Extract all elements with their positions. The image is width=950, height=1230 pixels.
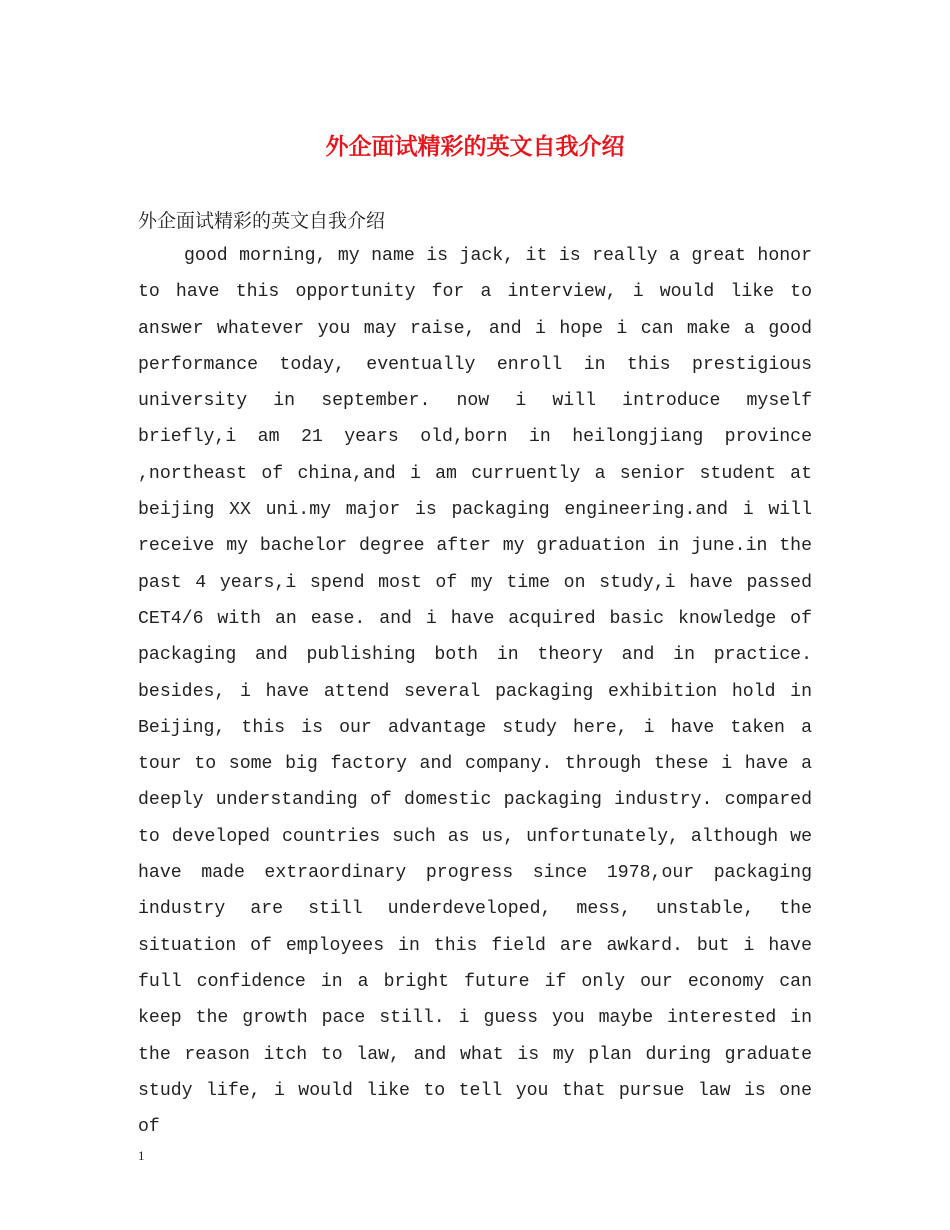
document-body-paragraph: good morning, my name is jack, it is really a great honor to have this opportunity for a interview, i would like to answer whatever you may raise, and i hope i can make a good performance today, eventually enroll in this prestigious university in september. now i will introduce myself briefly,i am 21 years old,born in heilongjiang province ,northeast of china,and i am curruently a senior student at beijing XX uni.my major is packaging engineering.and i will receive my bachelor degree after my graduation in june.in the past 4 years,i spend most of my time on study,i have passed CET4/6 with an ease. and i have acquired basic knowledge of packaging and publishing both in theory and in practice. besides, i have attend several packaging exhibition hold in Beijing, this is our advantage study here, i have taken a tour to some big factory and company. through these i have a deeply understanding of domestic packaging industry. compared to developed countries such as us, unfortunately, although we have made extraordinary progress since 1978,our packaging industry are still underdeveloped, mess, unstable, the situation of employees in this field are awkard. but i have full confidence in a bright future if only our economy can keep the growth pace still. i guess you maybe interested in the reason itch to law, and what is my plan during graduate study life, i would like to tell you that pursue law is one of [138,246,812,1138]
document-subtitle: 外企面试精彩的英文自我介绍 [138,210,386,232]
page-number: 1 [138,1148,145,1163]
document-title: 外企面试精彩的英文自我介绍 [325,133,625,160]
